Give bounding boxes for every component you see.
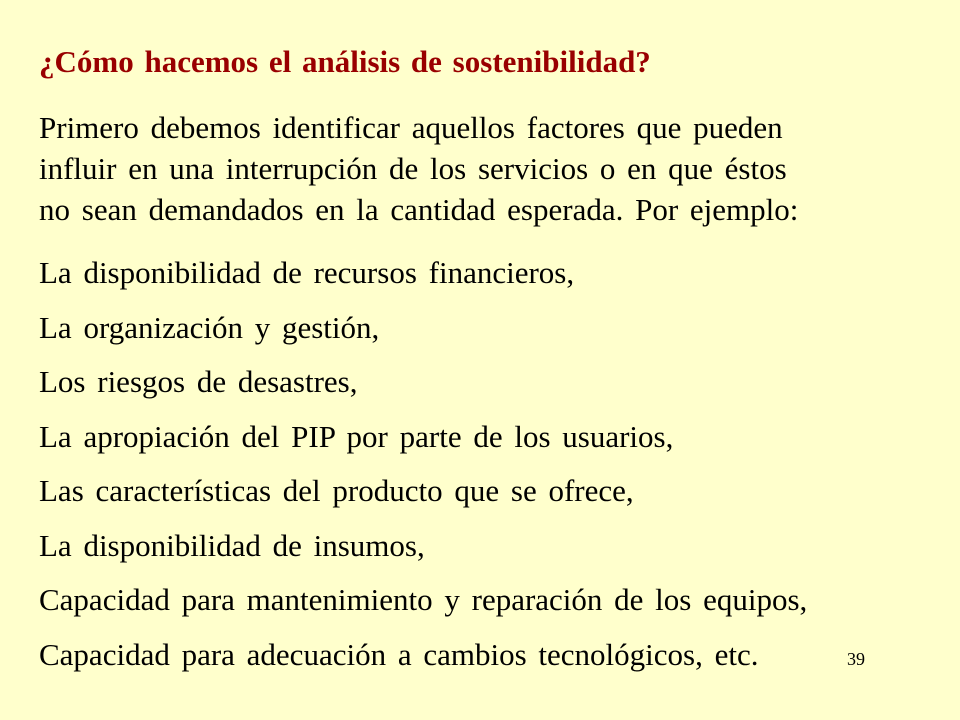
- factor-item-organization: La organización y gestión,: [39, 309, 380, 345]
- factor-item-product-characteristics: Las características del producto que se ofrece,: [39, 473, 634, 508]
- factor-item-user-appropriation: La apropiación del PIP por parte de los usuarios,: [39, 418, 674, 454]
- slide-number: 39: [847, 649, 865, 669]
- factor-list: [39, 252, 807, 688]
- factor-item-technology-changes: Capacidad para adecuación a cambios tecnológicos, etc.: [39, 636, 759, 672]
- intro-line-1: Primero debemos identificar aquellos factores que pueden: [39, 110, 783, 145]
- slide-title: ¿Cómo hacemos el análisis de sostenibilidad?: [39, 44, 651, 79]
- factor-item-maintenance: Capacidad para mantenimiento y reparación de los equipos,: [39, 582, 808, 617]
- factor-item-supplies: La disponibilidad de insumos,: [39, 527, 425, 563]
- intro-line-3: no sean demandados en la cantidad esperada. Por ejemplo:: [39, 192, 799, 227]
- intro-line-2: influir en una interrupción de los servicios o en que éstos: [39, 151, 787, 186]
- intro-paragraph: [39, 107, 939, 230]
- factor-item-financial-resources: La disponibilidad de recursos financieros,: [39, 255, 575, 290]
- factor-item-disaster-risks: Los riesgos de desastres,: [39, 364, 358, 399]
